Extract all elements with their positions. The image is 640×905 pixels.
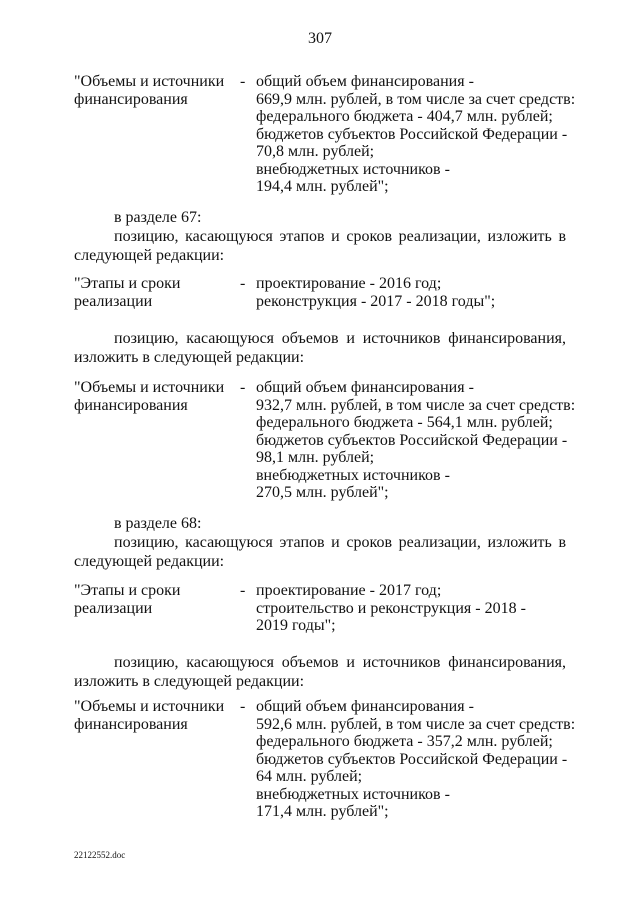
value-line: внебюджетных источников -: [256, 785, 450, 803]
block-value: [256, 698, 575, 821]
paragraph-line: позицию, касающуюся этапов и сроков реализации, изложить в: [114, 534, 566, 551]
paragraph-line: позицию, касающуюся объемов и источников финансирования,: [114, 330, 566, 347]
value-line: 98,1 млн. рублей;: [256, 449, 375, 466]
value-line: 932,7 млн. рублей, в том числе за счет средств:: [256, 396, 576, 414]
page-number: 307: [308, 30, 332, 47]
value-line: 2019 годы";: [256, 617, 336, 634]
label-line: "Этапы и сроки: [74, 582, 181, 599]
block-dash: -: [240, 73, 246, 90]
block-value: [256, 73, 575, 196]
value-line: реконструкция - 2017 - 2018 годы";: [256, 292, 496, 310]
block-value: [256, 582, 526, 635]
value-line: внебюджетных источников -: [256, 466, 450, 484]
value-line: 64 млн. рублей;: [256, 768, 363, 785]
value-line: строительство и реконструкция - 2018 -: [256, 599, 526, 617]
value-line: 70,8 млн. рублей;: [256, 143, 375, 160]
value-line: федерального бюджета - 357,2 млн. рублей;: [256, 733, 553, 750]
label-line: реализации: [74, 292, 153, 310]
value-line: 194,4 млн. рублей";: [256, 178, 389, 195]
value-line: бюджетов субъектов Российской Федерации -: [256, 125, 568, 143]
value-line: бюджетов субъектов Российской Федерации -: [256, 750, 568, 768]
paragraph-line: позицию, касающуюся этапов и сроков реализации, изложить в: [114, 228, 566, 245]
value-line: федерального бюджета - 564,1 млн. рублей;: [256, 414, 553, 431]
footer-filename: 22122552.doc: [74, 850, 126, 860]
value-line: 592,6 млн. рублей, в том числе за счет средств:: [256, 715, 576, 733]
value-line: внебюджетных источников -: [256, 160, 450, 178]
label-line: финансирования: [74, 715, 188, 733]
label-line: реализации: [74, 599, 153, 617]
value-line: проектирование - 2016 год;: [256, 275, 442, 292]
paragraph-line: изложить в следующей редакции:: [74, 673, 305, 690]
block-label: [74, 582, 180, 617]
value-line: общий объем финансирования -: [256, 73, 474, 90]
block-dash: -: [240, 698, 246, 715]
block-label: [74, 379, 224, 414]
paragraph-line: следующей редакции:: [74, 553, 225, 570]
value-line: общий объем финансирования -: [256, 698, 474, 715]
block-label: [74, 275, 180, 310]
value-line: 270,5 млн. рублей";: [256, 484, 389, 501]
block-dash: -: [240, 582, 246, 599]
block-label: [74, 698, 224, 733]
block-value: [256, 379, 575, 502]
value-line: 669,9 млн. рублей, в том числе за счет средств:: [256, 90, 576, 108]
label-line: "Этапы и сроки: [74, 275, 181, 292]
label-line: финансирования: [74, 396, 188, 414]
label-line: финансирования: [74, 90, 188, 108]
section-heading: в разделе 68:: [114, 515, 202, 532]
label-line: "Объемы и источники: [74, 379, 225, 396]
value-line: федерального бюджета - 404,7 млн. рублей;: [256, 108, 553, 125]
value-line: бюджетов субъектов Российской Федерации -: [256, 431, 568, 449]
block-dash: -: [240, 379, 246, 396]
label-line: "Объемы и источники: [74, 73, 225, 90]
value-line: проектирование - 2017 год;: [256, 582, 442, 599]
value-line: 171,4 млн. рублей";: [256, 803, 389, 820]
block-dash: -: [240, 275, 246, 292]
block-label: [74, 73, 224, 108]
value-line: общий объем финансирования -: [256, 379, 474, 396]
paragraph-line: следующей редакции:: [74, 247, 225, 264]
label-line: "Объемы и источники: [74, 698, 225, 715]
paragraph-line: позицию, касающуюся объемов и источников финансирования,: [114, 654, 566, 671]
paragraph-line: изложить в следующей редакции:: [74, 349, 305, 366]
section-heading: в разделе 67:: [114, 209, 202, 226]
block-value: [256, 275, 495, 310]
